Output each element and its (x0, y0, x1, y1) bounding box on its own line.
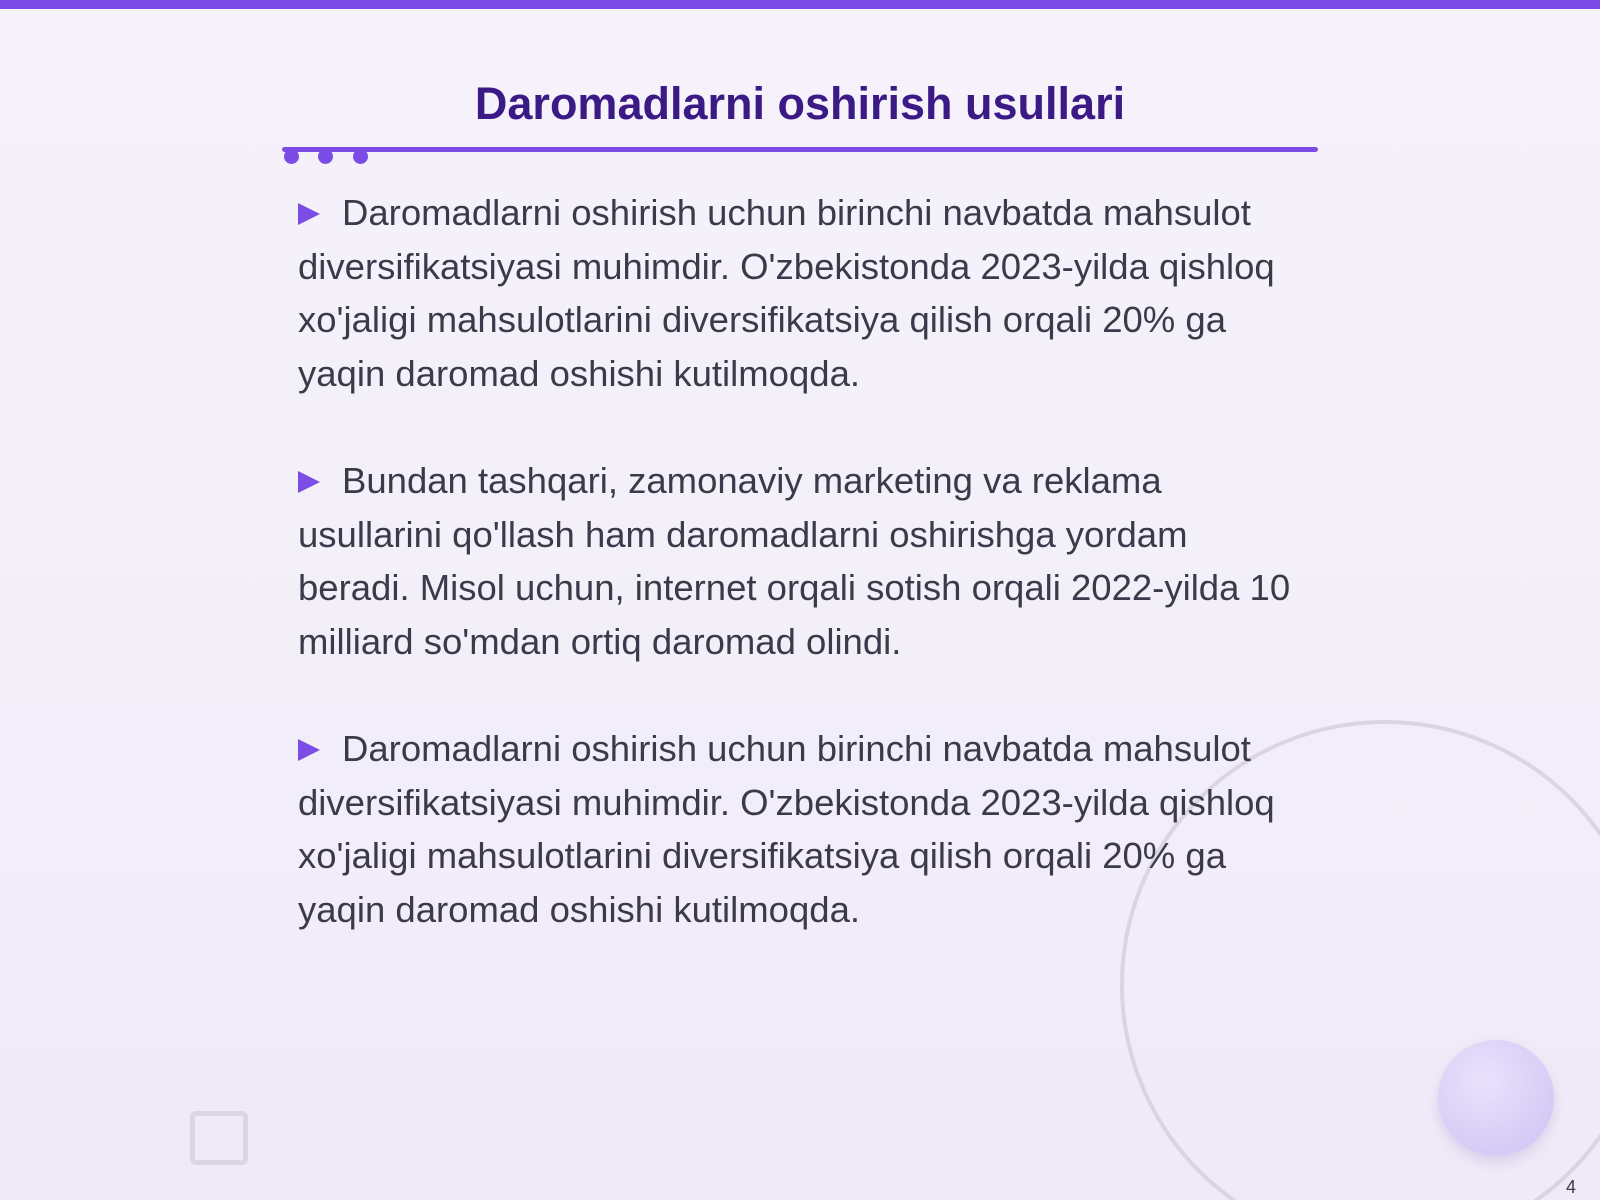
top-accent-bar (0, 0, 1600, 9)
triangle-right-icon (298, 471, 320, 493)
title-underline-dot (284, 149, 299, 164)
title-underline-dot (318, 149, 333, 164)
slide-title: Daromadlarni oshirish usullari (474, 78, 1126, 129)
bullet-text: Daromadlarni oshirish uchun birinchi navbatda mahsulot diversifikatsiyasi muhimdir. O'zbekistonda 2023-yilda qishloq xo'jaligi mahsulotlarini diversifikatsiya qilish orqali 20% ga yaqin daromad oshishi kutilmoqda. (298, 728, 1275, 930)
slide-number: 4 (1565, 1177, 1576, 1197)
decorative-circle-filled (1438, 1040, 1554, 1156)
decorative-square-outline (190, 1111, 248, 1165)
bullet-item (298, 186, 1308, 400)
bullet-item (298, 722, 1308, 936)
title-underline (282, 147, 1318, 152)
bullet-text: Daromadlarni oshirish uchun birinchi navbatda mahsulot diversifikatsiyasi muhimdir. O'zbekistonda 2023-yilda qishloq xo'jaligi mahsulotlarini diversifikatsiya qilish orqali 20% ga yaqin daromad oshishi kutilmoqda. (298, 192, 1275, 394)
bullet-text: Bundan tashqari, zamonaviy marketing va reklama usullarini qo'llash ham daromadlarni oshirishga yordam beradi. Misol uchun, internet orqali sotish orqali 2022-yilda 10 milliard so'mdan ortiq daromad olindi. (298, 460, 1291, 662)
bullet-item (298, 454, 1308, 668)
triangle-right-icon (298, 203, 320, 225)
title-underline-dot (353, 149, 368, 164)
triangle-right-icon (298, 739, 320, 761)
bullet-list (298, 186, 1308, 990)
